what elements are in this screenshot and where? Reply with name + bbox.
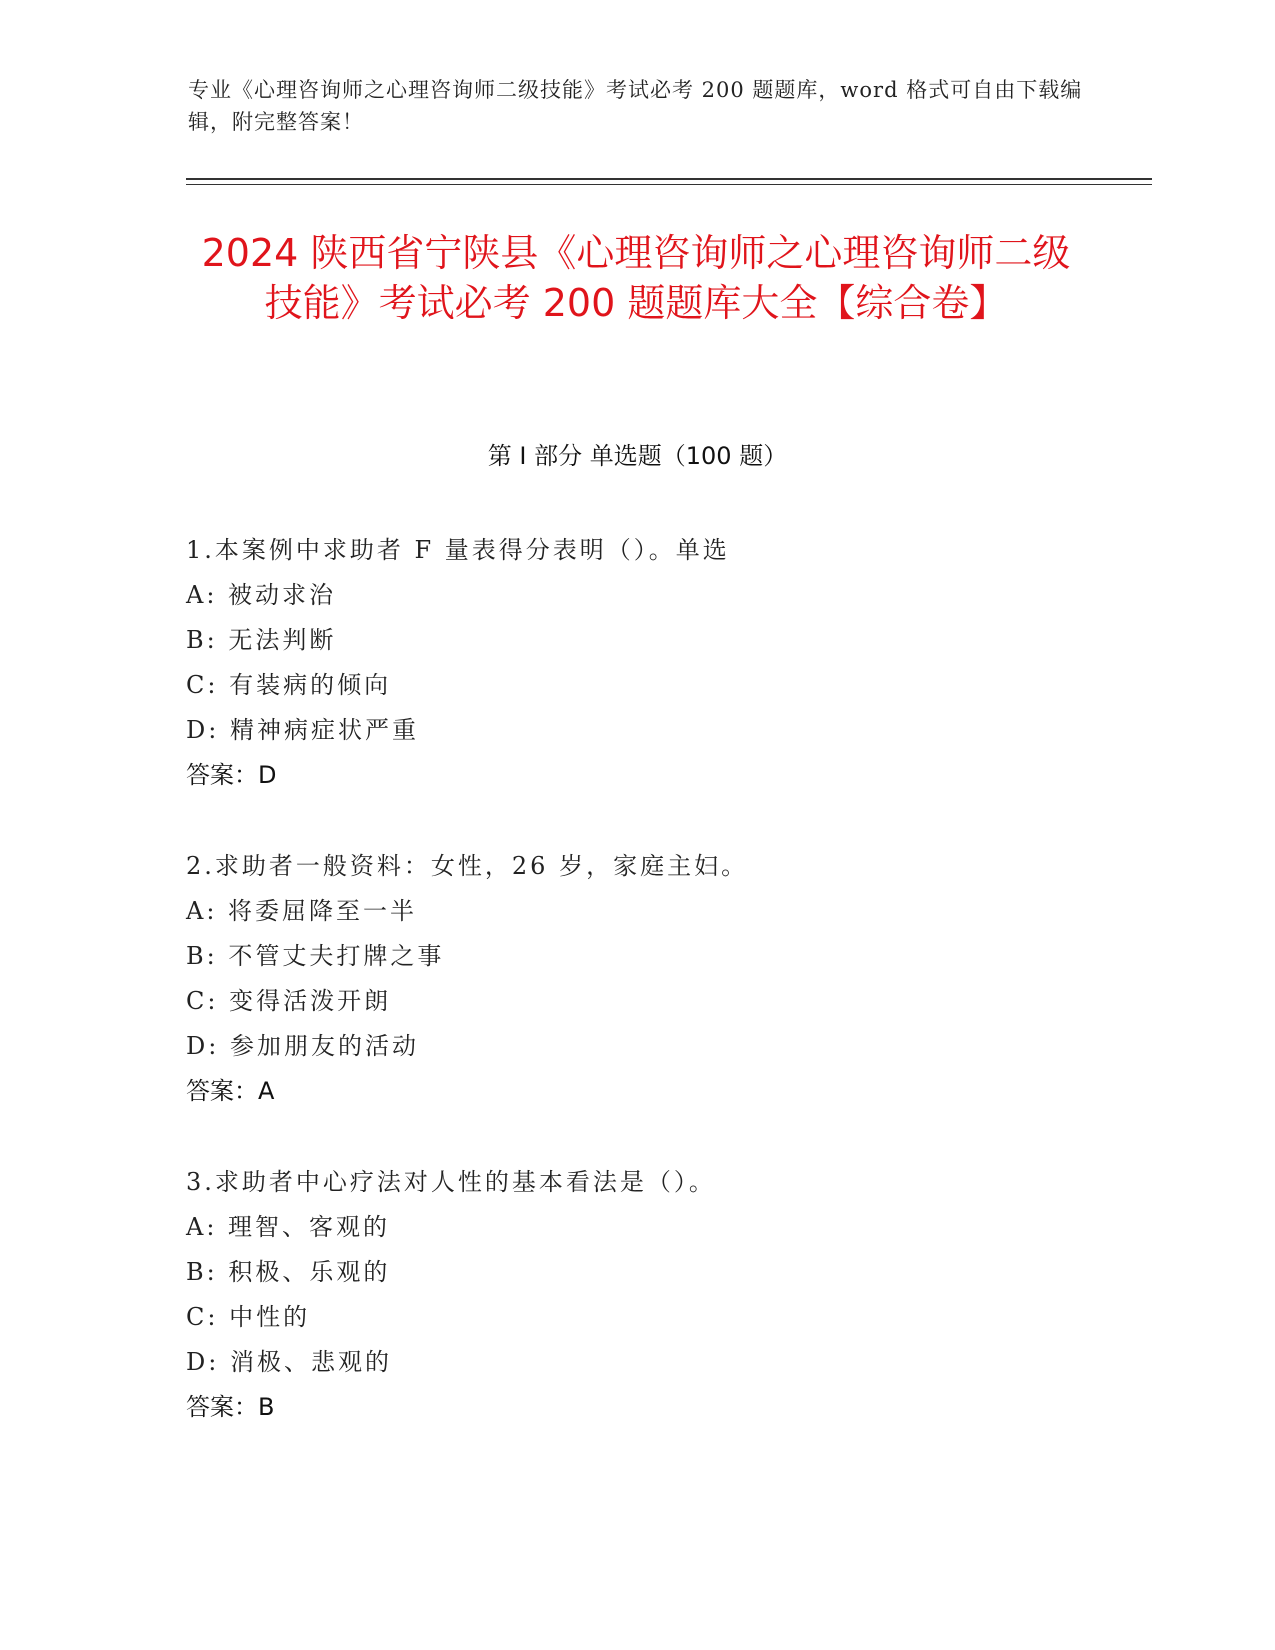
option-a: A: 理智、客观的 — [186, 1213, 391, 1241]
question-stem: 1.本案例中求助者 F 量表得分表明（）。单选 — [186, 536, 730, 564]
question-item — [186, 844, 1086, 1114]
option-a: A: 将委屈降至一半 — [186, 897, 418, 925]
option-c: C: 有装病的倾向 — [186, 671, 392, 699]
option-c: C: 变得活泼开朗 — [186, 987, 392, 1015]
option-d: D: 参加朋友的活动 — [186, 1032, 419, 1060]
question-item — [186, 1160, 1086, 1430]
answer: 答案：A — [186, 1077, 275, 1105]
option-c: C: 中性的 — [186, 1303, 311, 1331]
header-note: 专业《心理咨询师之心理咨询师二级技能》考试必考 200 题题库，word 格式可自由下载编辑，附完整答案！ — [188, 78, 1083, 134]
question-item — [186, 528, 1086, 798]
option-b: B: 积极、乐观的 — [186, 1258, 391, 1286]
option-d: D: 消极、悲观的 — [186, 1348, 392, 1376]
question-stem: 2.求助者一般资料：女性，26 岁，家庭主妇。 — [186, 852, 749, 880]
question-stem: 3.求助者中心疗法对人性的基本看法是（）。 — [186, 1168, 716, 1196]
option-b: B: 不管丈夫打牌之事 — [186, 942, 445, 970]
document-title: 2024 陕西省宁陕县《心理咨询师之心理咨询师二级技能》考试必考 200 题题库大全【综合卷】 — [201, 231, 1071, 325]
header-divider-thick — [186, 178, 1152, 180]
section-title: 第 I 部分 单选题（100 题） — [487, 442, 788, 470]
header-divider-thin — [186, 184, 1152, 185]
answer: 答案：B — [186, 1393, 275, 1421]
option-b: B: 无法判断 — [186, 626, 337, 654]
option-d: D: 精神病症状严重 — [186, 716, 419, 744]
answer: 答案：D — [186, 761, 277, 789]
option-a: A: 被动求治 — [186, 581, 337, 609]
question-list — [186, 528, 1086, 1476]
